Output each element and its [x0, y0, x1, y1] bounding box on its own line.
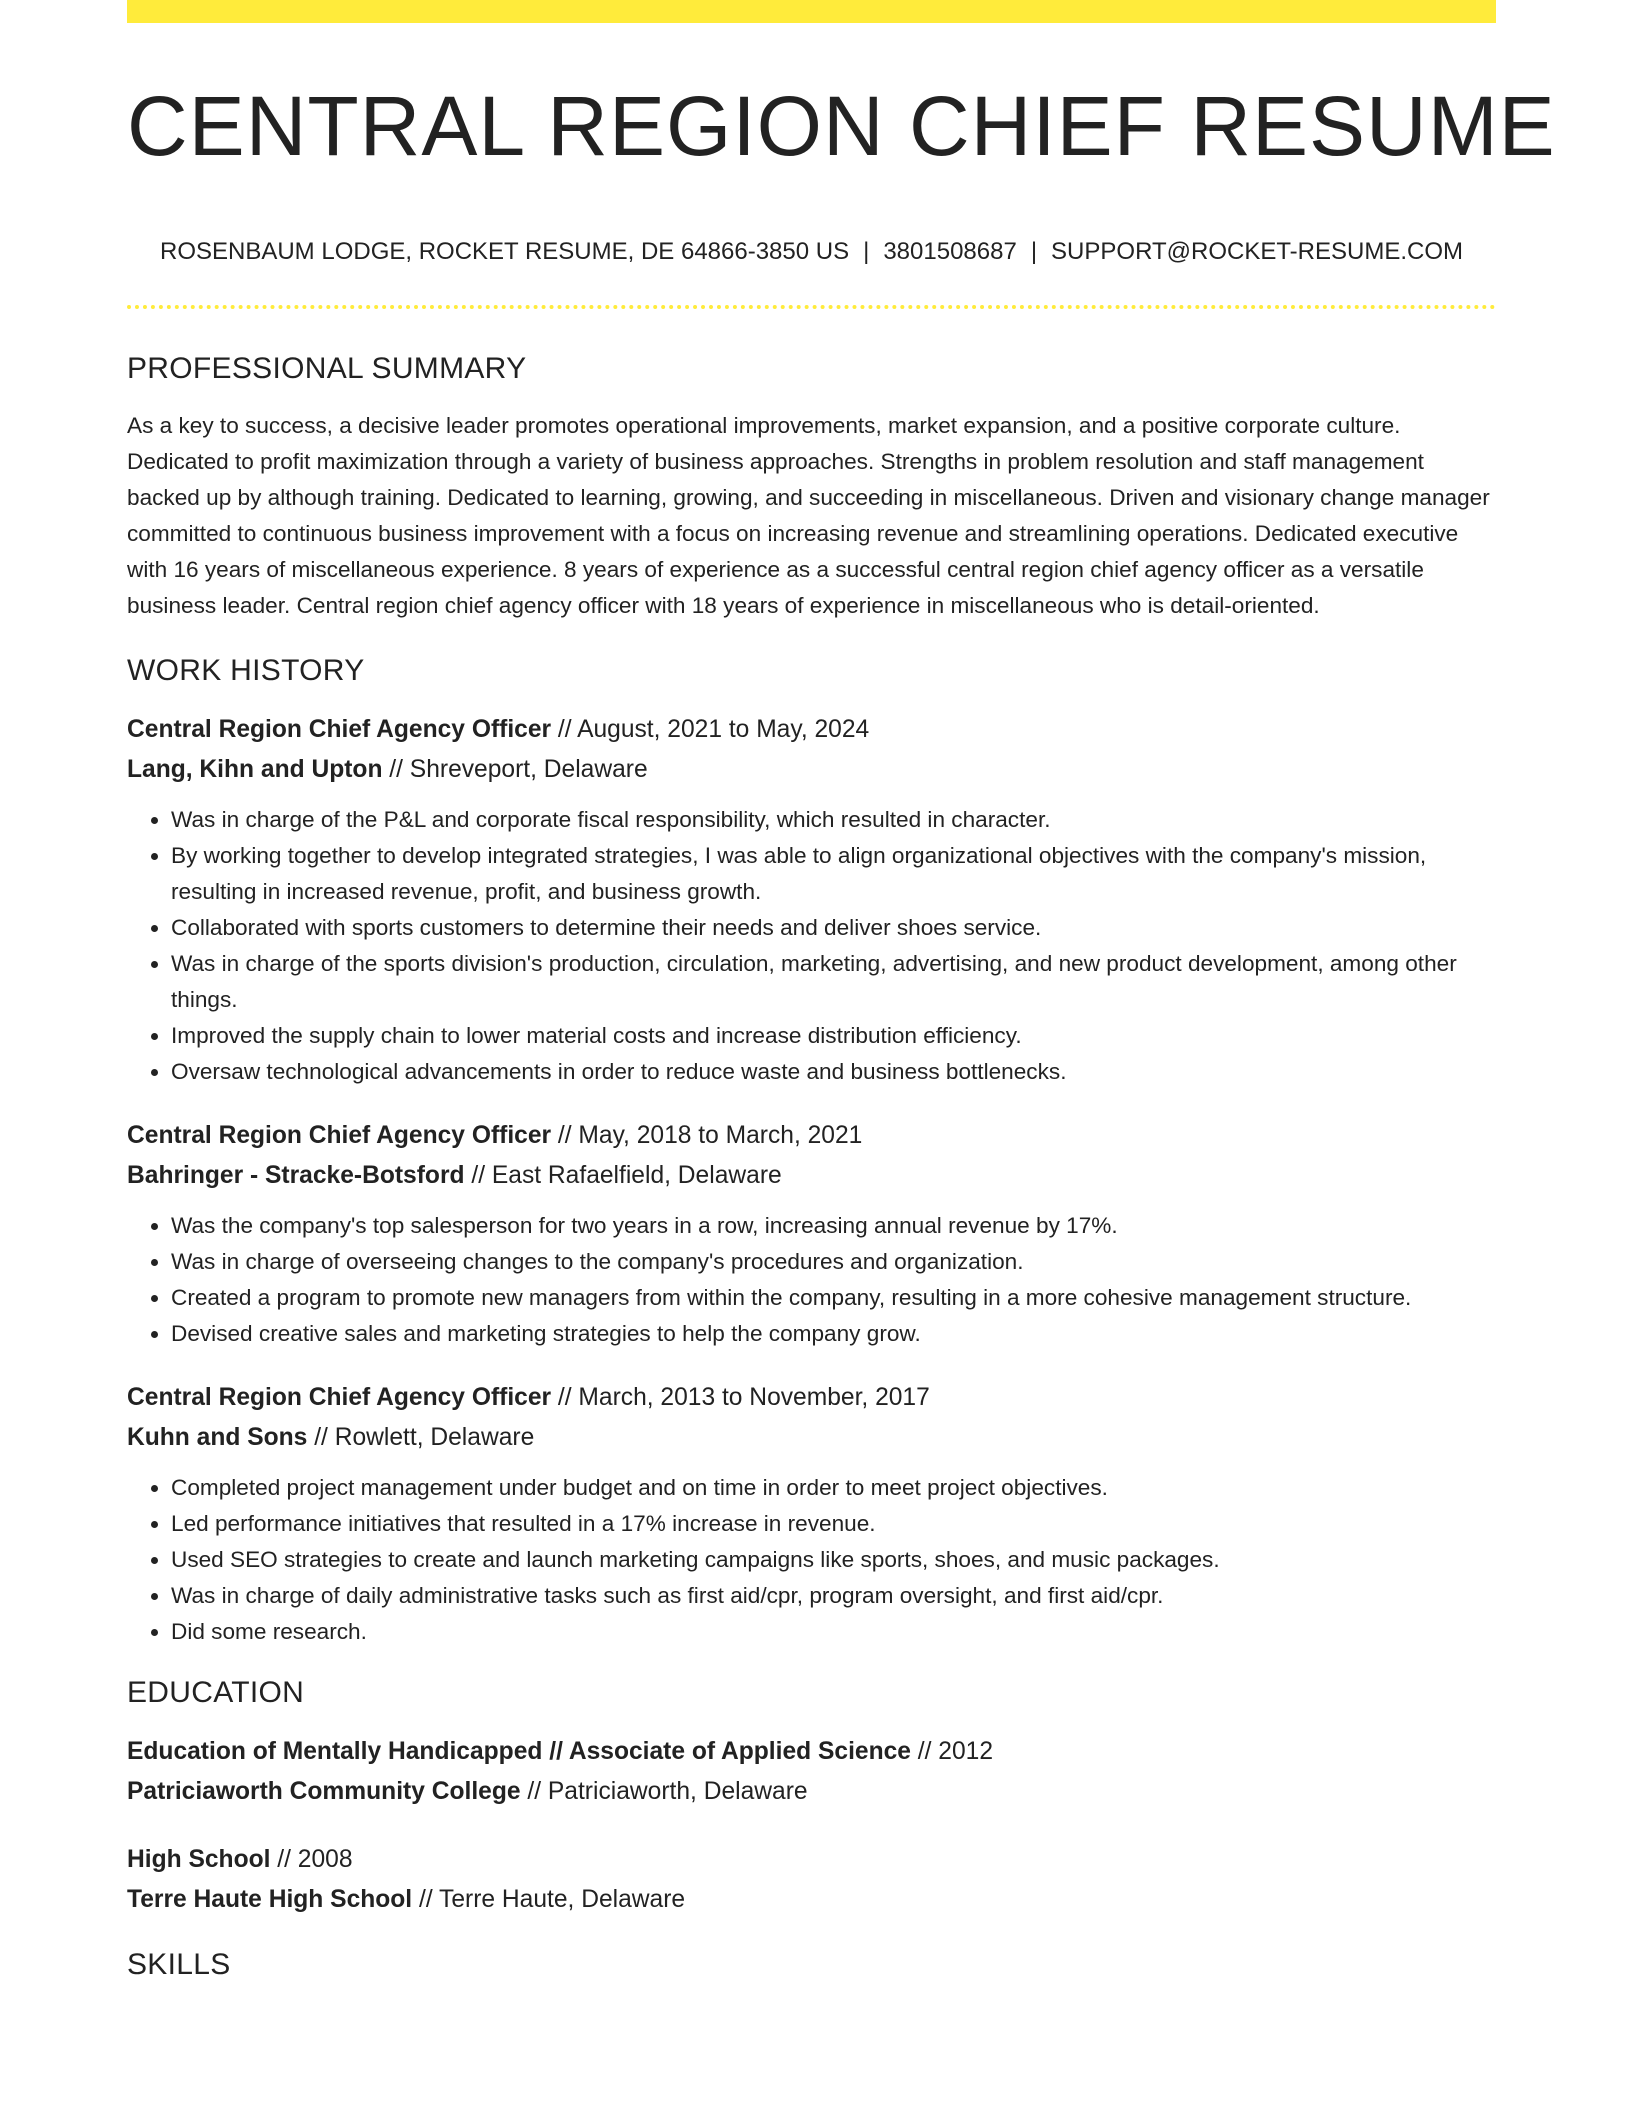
job-company: Bahringer - Stracke-Botsford	[127, 1162, 465, 1189]
job-bullet: • Was in charge of overseeing changes to the company's procedures and organization.	[171, 1244, 1496, 1280]
job-bullet: • Was in charge of daily administrative tasks such as first aid/cpr, program oversight, and first aid/cpr.	[171, 1578, 1496, 1614]
job-bullet: • Oversaw technological advancements in order to reduce waste and business bottlenecks.	[171, 1054, 1496, 1090]
job-bullet: • Devised creative sales and marketing strategies to help the company grow.	[171, 1316, 1496, 1352]
job-dates: // May, 2018 to March, 2021	[551, 1122, 863, 1149]
job-title: Central Region Chief Agency Officer	[127, 716, 552, 743]
job-title: Central Region Chief Agency Officer	[127, 1384, 552, 1411]
job-dates: // August, 2021 to May, 2024	[551, 716, 870, 743]
job-company-line	[127, 750, 1496, 790]
job-company: Kuhn and Sons	[127, 1424, 308, 1451]
job-entry	[127, 1378, 1496, 1650]
job-location: // Rowlett, Delaware	[307, 1424, 535, 1451]
work-history-heading: WORK HISTORY	[127, 654, 365, 687]
education-entry	[127, 1840, 1496, 1920]
job-bullet: • By working together to develop integrated strategies, I was able to align organizational objectives with the company's mission, resulting in increased revenue, profit, and business growth.	[171, 838, 1496, 910]
dotted-divider	[127, 305, 1496, 309]
job-company-line	[127, 1156, 1496, 1196]
education-degree: High School	[127, 1846, 271, 1873]
education-year: // 2012	[910, 1738, 994, 1765]
job-company-line	[127, 1418, 1496, 1458]
education-school-line	[127, 1880, 1496, 1920]
education-school: Terre Haute High School	[127, 1886, 413, 1913]
contact-separator: |	[1030, 238, 1038, 265]
job-bullet: • Led performance initiatives that resulted in a 17% increase in revenue.	[171, 1506, 1496, 1542]
job-bullets	[127, 1470, 1496, 1650]
skills-heading: SKILLS	[127, 1948, 231, 1981]
contact-separator: |	[863, 238, 870, 265]
education-degree: Education of Mentally Handicapped // Associate of Applied Science	[127, 1738, 911, 1765]
contact-address: ROSENBAUM LODGE, ROCKET RESUME, DE 64866-3850 US	[159, 238, 850, 265]
job-title-line	[127, 1116, 1496, 1156]
job-title-line	[127, 710, 1496, 750]
job-company: Lang, Kihn and Upton	[127, 756, 383, 783]
contact-phone: 3801508687	[883, 238, 1017, 265]
contact-email: SUPPORT@ROCKET-RESUME.COM	[1051, 238, 1464, 265]
summary-text: As a key to success, a decisive leader promotes operational improvements, market expansion, and a positive corporate culture. Dedicated to profit maximization through a variety of business approaches. Strengths in problem resolution and staff management backed up by although training. Dedicated to learning, growing, and succeeding in miscellaneous. Driven and visionary change manager committed to continuous business improvement with a focus on increasing revenue and streamlining operations. Dedicated executive with 16 years of miscellaneous experience. 8 years of experience as a successful central region chief agency officer as a versatile business leader. Central region chief agency officer with 18 years of experience in miscellaneous who is detail-oriented.	[127, 413, 1490, 618]
education-location: // Patriciaworth, Delaware	[520, 1778, 808, 1805]
education-entry	[127, 1732, 1496, 1812]
job-bullet: • Collaborated with sports customers to determine their needs and deliver shoes service.	[171, 910, 1496, 946]
job-bullet: • Completed project management under budget and on time in order to meet project objectives.	[171, 1470, 1496, 1506]
job-location: // Shreveport, Delaware	[382, 756, 648, 783]
contact-line	[127, 238, 1496, 266]
summary-heading: PROFESSIONAL SUMMARY	[127, 352, 527, 385]
job-location: // East Rafaelfield, Delaware	[464, 1162, 782, 1189]
job-bullet: • Created a program to promote new managers from within the company, resulting in a more cohesive management structure.	[171, 1280, 1496, 1316]
education-year: // 2008	[270, 1846, 353, 1873]
job-dates: // March, 2013 to November, 2017	[551, 1384, 930, 1411]
education-heading: EDUCATION	[127, 1676, 305, 1709]
education-degree-line	[127, 1840, 1496, 1880]
job-bullet: • Was the company's top salesperson for two years in a row, increasing annual revenue by 17%.	[171, 1208, 1496, 1244]
accent-top-bar	[127, 0, 1496, 23]
job-bullets	[127, 802, 1496, 1090]
job-entry	[127, 1116, 1496, 1352]
job-bullets	[127, 1208, 1496, 1352]
education-school: Patriciaworth Community College	[127, 1778, 521, 1805]
job-bullet: • Was in charge of the P&L and corporate fiscal responsibility, which resulted in character.	[171, 802, 1496, 838]
education-location: // Terre Haute, Delaware	[412, 1886, 686, 1913]
education-degree-line	[127, 1732, 1496, 1772]
job-title-line	[127, 1378, 1496, 1418]
resume-title: CENTRAL REGION CHIEF RESUME	[127, 79, 1556, 173]
education-school-line	[127, 1772, 1496, 1812]
job-entry	[127, 710, 1496, 1090]
job-bullet: • Did some research.	[171, 1614, 1496, 1650]
job-title: Central Region Chief Agency Officer	[127, 1122, 552, 1149]
job-bullet: • Was in charge of the sports division's production, circulation, marketing, advertising, and new product development, among other things.	[171, 946, 1496, 1018]
job-bullet: • Used SEO strategies to create and launch marketing campaigns like sports, shoes, and music packages.	[171, 1542, 1496, 1578]
resume-body	[127, 352, 1496, 2004]
job-bullet: • Improved the supply chain to lower material costs and increase distribution efficiency.	[171, 1018, 1496, 1054]
